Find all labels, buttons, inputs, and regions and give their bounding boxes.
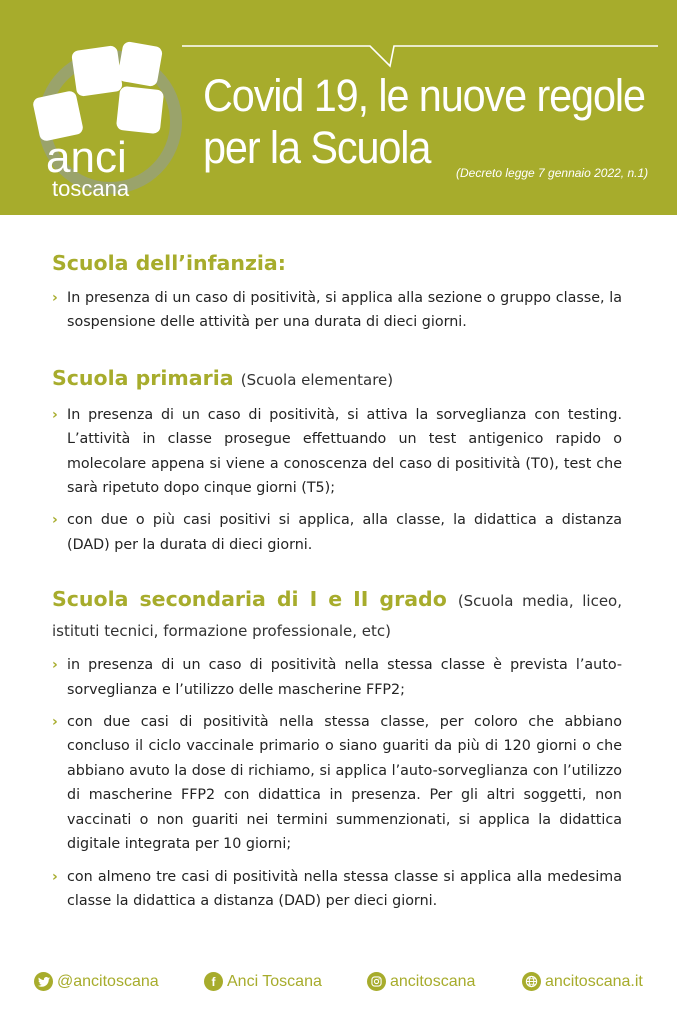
- section-secondaria: [52, 585, 622, 913]
- section-heading: Scuola dell’infanzia:: [52, 251, 286, 275]
- chevron-right-icon: ›: [52, 290, 58, 306]
- main-content: [52, 248, 622, 941]
- chevron-right-icon: ›: [52, 406, 58, 423]
- section-title: [52, 363, 622, 395]
- list-item-text: con almeno tre casi di positività nella stessa classe si applica alla medesima classe la didattica a distanza (DAD) per dieci giorni.: [67, 868, 622, 909]
- list-item: [52, 286, 622, 335]
- chevron-right-icon: ›: [52, 714, 58, 731]
- list-item: [52, 653, 622, 702]
- list-item: [52, 508, 622, 557]
- anci-toscana-logo: [22, 30, 182, 205]
- instagram-handle: ancitoscana: [390, 972, 476, 990]
- list-item: [52, 403, 622, 501]
- decree-reference: (Decreto legge 7 gennaio 2022, n.1): [456, 166, 649, 180]
- section-subheading: (Scuola elementare): [240, 370, 394, 389]
- section-subheading: (Scuola media, liceo, istituti tecnici, formazione professionale, etc): [52, 592, 623, 641]
- section-title: [52, 585, 622, 645]
- twitter-handle: @ancitoscana: [57, 972, 159, 990]
- list-item: [52, 865, 622, 914]
- section-primaria: [52, 363, 622, 557]
- facebook-link[interactable]: [204, 972, 322, 991]
- instagram-icon: [367, 972, 386, 991]
- section-heading: Scuola primaria: [52, 365, 234, 390]
- rule-list: [52, 286, 622, 335]
- list-item-text: con due casi di positività nella stessa classe, per coloro che abbiano concluso il ciclo vaccinale primario o siano guariti da più di 120 giorni o che abbiano avuto la dose di richiamo, si applica l’auto-sorveglianza con l’utilizzo di mascherine FFP2 con didattica in presenza. Per gli altri soggetti, non vaccinati o non guariti nei termini summenzionati, si applica la didattica digitale integrata per 10 giorni;: [67, 714, 622, 853]
- globe-icon: [522, 972, 541, 991]
- rule-list: [52, 403, 622, 557]
- rule-list: [52, 653, 622, 913]
- chevron-right-icon: ›: [52, 868, 58, 885]
- title-line-1: Covid 19, le nuove regole: [203, 70, 645, 121]
- section-infanzia: [52, 248, 622, 335]
- footer-social-bar: [0, 972, 677, 1002]
- list-item-text: con due o più casi positivi si applica, alla classe, la didattica a distanza (DAD) per la durata di dieci giorni.: [67, 512, 622, 553]
- facebook-page: Anci Toscana: [227, 972, 322, 990]
- list-item-text: In presenza di un caso di positività, si attiva la sorveglianza con testing. L’attività in classe prosegue effettuando un test antigenico rapido o molecolare appena si viene a conoscenza del caso di positività (T0), test che sarà ripetuto dopo cinque giorni (T5);: [67, 406, 622, 497]
- list-item-text: in presenza di un caso di positività nella stessa classe è prevista l’auto-sorveglianza e l’utilizzo delle mascherine FFP2;: [67, 657, 622, 698]
- twitter-icon: [34, 972, 53, 991]
- page-title: [203, 70, 645, 174]
- section-heading: Scuola secondaria di I e II grado: [52, 587, 447, 612]
- list-item-text: In presenza di un caso di positività, si applica alla sezione o gruppo classe, la sospensione delle attività per una durata di dieci giorni.: [67, 290, 622, 331]
- website-link[interactable]: [522, 972, 643, 991]
- website-url: ancitoscana.it: [545, 972, 643, 990]
- instagram-link[interactable]: [367, 972, 475, 991]
- list-item: [52, 710, 622, 856]
- header-banner: [0, 0, 677, 215]
- logo-text-anci: anci: [46, 133, 127, 182]
- chevron-right-icon: ›: [52, 657, 58, 674]
- logo-text-toscana: toscana: [52, 176, 130, 201]
- facebook-icon: f: [204, 972, 223, 991]
- chevron-right-icon: ›: [52, 512, 58, 529]
- title-line-2: per la Scuola: [203, 122, 431, 173]
- section-title: [52, 248, 622, 278]
- twitter-link[interactable]: [34, 972, 159, 991]
- speech-bubble-outline: [180, 40, 660, 70]
